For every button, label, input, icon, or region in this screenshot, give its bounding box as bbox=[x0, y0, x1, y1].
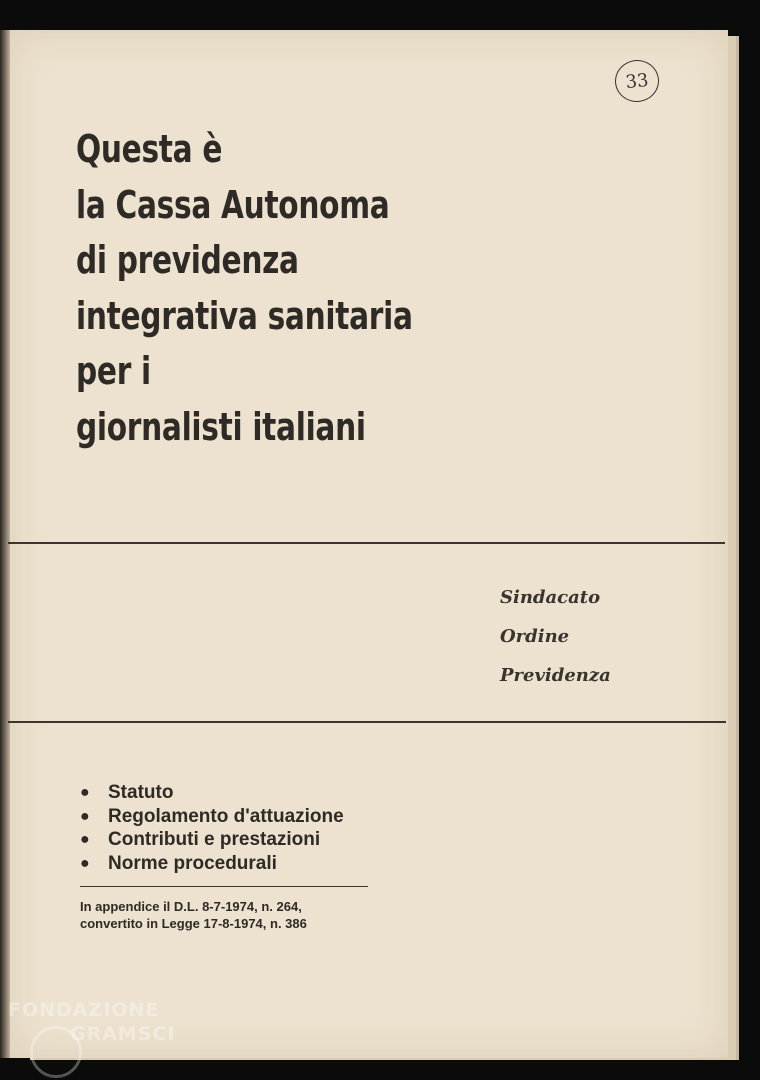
section-label: Previdenza bbox=[500, 665, 611, 686]
appendix-line: convertito in Legge 17-8-1974, n. 386 bbox=[80, 916, 307, 931]
title-line: la Cassa Autonoma bbox=[76, 182, 390, 227]
bullet-icon: ● bbox=[80, 854, 90, 872]
bullet-icon: ● bbox=[80, 784, 90, 801]
watermark bbox=[8, 998, 176, 1046]
title-line: Questa è bbox=[76, 127, 223, 171]
section-label: Ordine bbox=[500, 626, 570, 647]
title-line: per i bbox=[76, 349, 151, 393]
bullet-icon: ● bbox=[80, 831, 90, 848]
page-gutter bbox=[0, 30, 10, 1058]
title-line: giornalisti italiani bbox=[76, 404, 366, 449]
appendix-line: In appendice il D.L. 8-7-1974, n. 264, bbox=[80, 899, 302, 914]
handwritten-page-number: 33 bbox=[613, 58, 661, 104]
list-item: ● Statuto bbox=[80, 782, 174, 803]
section-list bbox=[500, 578, 611, 695]
list-item: ● Contributi e prestazioni bbox=[80, 829, 321, 850]
divider-rule bbox=[80, 886, 368, 887]
appendix-note bbox=[80, 898, 307, 932]
title-line: integrativa sanitaria bbox=[76, 293, 413, 338]
document-title bbox=[76, 122, 413, 455]
watermark-line: GRAMSCI bbox=[70, 1023, 176, 1045]
divider-rule bbox=[8, 721, 726, 723]
section-label: Sindacato bbox=[500, 587, 601, 608]
title-line: di previdenza bbox=[76, 238, 299, 282]
divider-rule bbox=[8, 542, 725, 544]
contents-list bbox=[80, 781, 344, 875]
list-item: ● Norme procedurali bbox=[80, 852, 277, 874]
watermark-line: FONDAZIONE bbox=[8, 999, 160, 1021]
bullet-icon: ● bbox=[80, 807, 90, 825]
list-item: ● Regolamento d'attuazione bbox=[80, 805, 344, 827]
